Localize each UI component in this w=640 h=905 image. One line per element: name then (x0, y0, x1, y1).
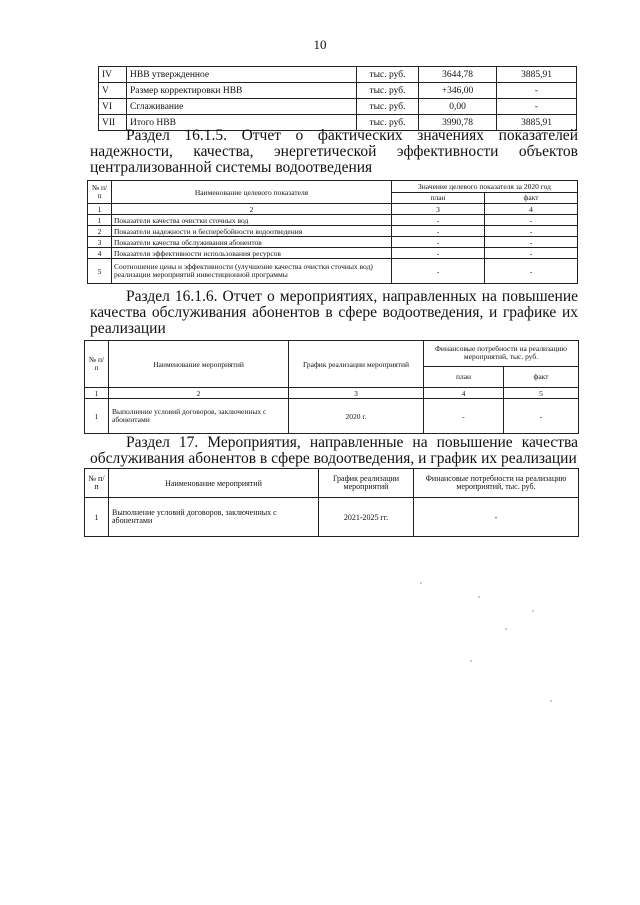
header-num: № п/п (85, 341, 109, 388)
section-16-1-6-heading (90, 289, 578, 337)
row-value-1: 3644,78 (419, 67, 497, 83)
row-number: 1 (88, 215, 112, 226)
row-unit: тыс. руб. (357, 67, 419, 83)
section-16-1-5-heading (90, 128, 578, 176)
index-cell: 1 (88, 204, 112, 215)
table-row (99, 83, 577, 99)
header-name: Наименование целевого показателя (112, 181, 392, 204)
header-fact: факт (485, 192, 578, 204)
table-row (99, 67, 577, 83)
table-row (88, 215, 578, 226)
section-heading-text: Раздел 17. Мероприятия, направленные на повышение качества обслуживания абонентов в сфере водоотведения, и график их реализации (90, 434, 578, 467)
row-number: 5 (88, 259, 112, 284)
index-cell: 3 (289, 388, 424, 399)
row-value-1: 0,00 (419, 99, 497, 115)
index-cell: 2 (112, 204, 392, 215)
row-name: Показатели эффективности использования ресурсов (112, 248, 392, 259)
scan-noise (505, 628, 507, 630)
row-plan: - (392, 215, 485, 226)
row-plan: - (392, 237, 485, 248)
row-name: Показатели качества очистки сточных вод (112, 215, 392, 226)
row-plan: - (392, 226, 485, 237)
header-row (88, 181, 578, 193)
table-row (88, 226, 578, 237)
header-plan: план (392, 192, 485, 204)
row-unit: тыс. руб. (357, 83, 419, 99)
index-cell: 3 (392, 204, 485, 215)
index-row (88, 204, 578, 215)
row-finance: - (414, 498, 579, 537)
row-fact: - (485, 226, 578, 237)
row-name: Выполнение условий договоров, заключенных с абонентами (109, 498, 319, 537)
row-schedule: 2020 г. (289, 399, 424, 434)
row-unit: тыс. руб. (357, 99, 419, 115)
row-plan: - (392, 259, 485, 284)
row-unit: тыс. руб. (357, 115, 419, 131)
row-name: Выполнение условий договоров, заключенных с абонентами (109, 399, 289, 434)
table-row (88, 248, 578, 259)
index-cell: 5 (504, 388, 579, 399)
row-number: 1 (85, 498, 109, 537)
header-plan: план (424, 366, 504, 387)
row-number: 4 (88, 248, 112, 259)
target-indicators-table (87, 180, 578, 284)
row-value-1: +346,00 (419, 83, 497, 99)
row-value-2: - (497, 83, 577, 99)
row-fact: - (485, 237, 578, 248)
header-finance: Финансовые потребности на реализацию мероприятий, тыс. руб. (424, 341, 579, 367)
header-row (85, 469, 579, 498)
table-row (99, 99, 577, 115)
header-row (85, 341, 579, 367)
scan-noise (478, 596, 480, 598)
scan-noise (532, 610, 534, 612)
row-name: Сглаживание (127, 99, 357, 115)
index-cell: 4 (424, 388, 504, 399)
index-row (85, 388, 579, 399)
page-number: 10 (313, 37, 327, 52)
header-name: Наименование мероприятий (109, 469, 319, 498)
index-cell: 2 (109, 388, 289, 399)
section-heading-text: Раздел 16.1.6. Отчет о мероприятиях, направленных на повышение качества обслуживания абонентов в сфере водоотведения, и графике их реализации (90, 288, 578, 337)
row-fact: - (485, 259, 578, 284)
row-value-2: - (497, 99, 577, 115)
header-value: Значение целевого показателя за 2020 год (392, 181, 578, 193)
section-17-heading (90, 435, 578, 467)
header-num: № п/п (88, 181, 112, 204)
header-finance: Финансовые потребности на реализацию мероприятий, тыс. руб. (414, 469, 579, 498)
row-value-2: 3885,91 (497, 115, 577, 131)
header-num: № п/п (85, 469, 109, 498)
row-number: IV (99, 67, 127, 83)
table-row (85, 399, 579, 434)
index-cell: 4 (485, 204, 578, 215)
table-row (88, 259, 578, 284)
table-row (85, 498, 579, 537)
row-name: НВВ утвержденное (127, 67, 357, 83)
row-fact: - (504, 399, 579, 434)
row-value-2: 3885,91 (497, 67, 577, 83)
scan-noise (420, 582, 422, 584)
nvv-table (98, 66, 577, 131)
row-number: 2 (88, 226, 112, 237)
row-fact: - (485, 215, 578, 226)
row-name: Соотношение цены и эффективности (улучшение качества очистки сточных вод) реализации мероприятий инвестиционной программы (112, 259, 392, 284)
row-number: VII (99, 115, 127, 131)
measures-plan-table (84, 468, 579, 537)
row-plan: - (392, 248, 485, 259)
row-fact: - (485, 248, 578, 259)
header-schedule: График реализации мероприятий (319, 469, 414, 498)
header-schedule: График реализации мероприятий (289, 341, 424, 388)
row-value-1: 3990,78 (419, 115, 497, 131)
row-number: V (99, 83, 127, 99)
row-number: VI (99, 99, 127, 115)
row-name: Итого НВВ (127, 115, 357, 131)
scan-noise (470, 660, 472, 662)
row-name: Размер корректировки НВВ (127, 83, 357, 99)
row-name: Показатели качества обслуживания абонентов (112, 237, 392, 248)
header-fact: факт (504, 366, 579, 387)
table-row (88, 237, 578, 248)
row-plan: - (424, 399, 504, 434)
scan-noise (550, 700, 552, 702)
measures-report-table (84, 340, 579, 434)
row-name: Показатели надежности и бесперебойности водоотведения (112, 226, 392, 237)
row-number: 1 (85, 399, 109, 434)
section-heading-text: Раздел 16.1.5. Отчет о фактических значениях показателей надежности, качества, энергетической эффективности объектов централизованной системы водоотведения (90, 127, 578, 176)
row-schedule: 2021-2025 гг. (319, 498, 414, 537)
index-cell: 1 (85, 388, 109, 399)
header-name: Наименование мероприятий (109, 341, 289, 388)
row-number: 3 (88, 237, 112, 248)
